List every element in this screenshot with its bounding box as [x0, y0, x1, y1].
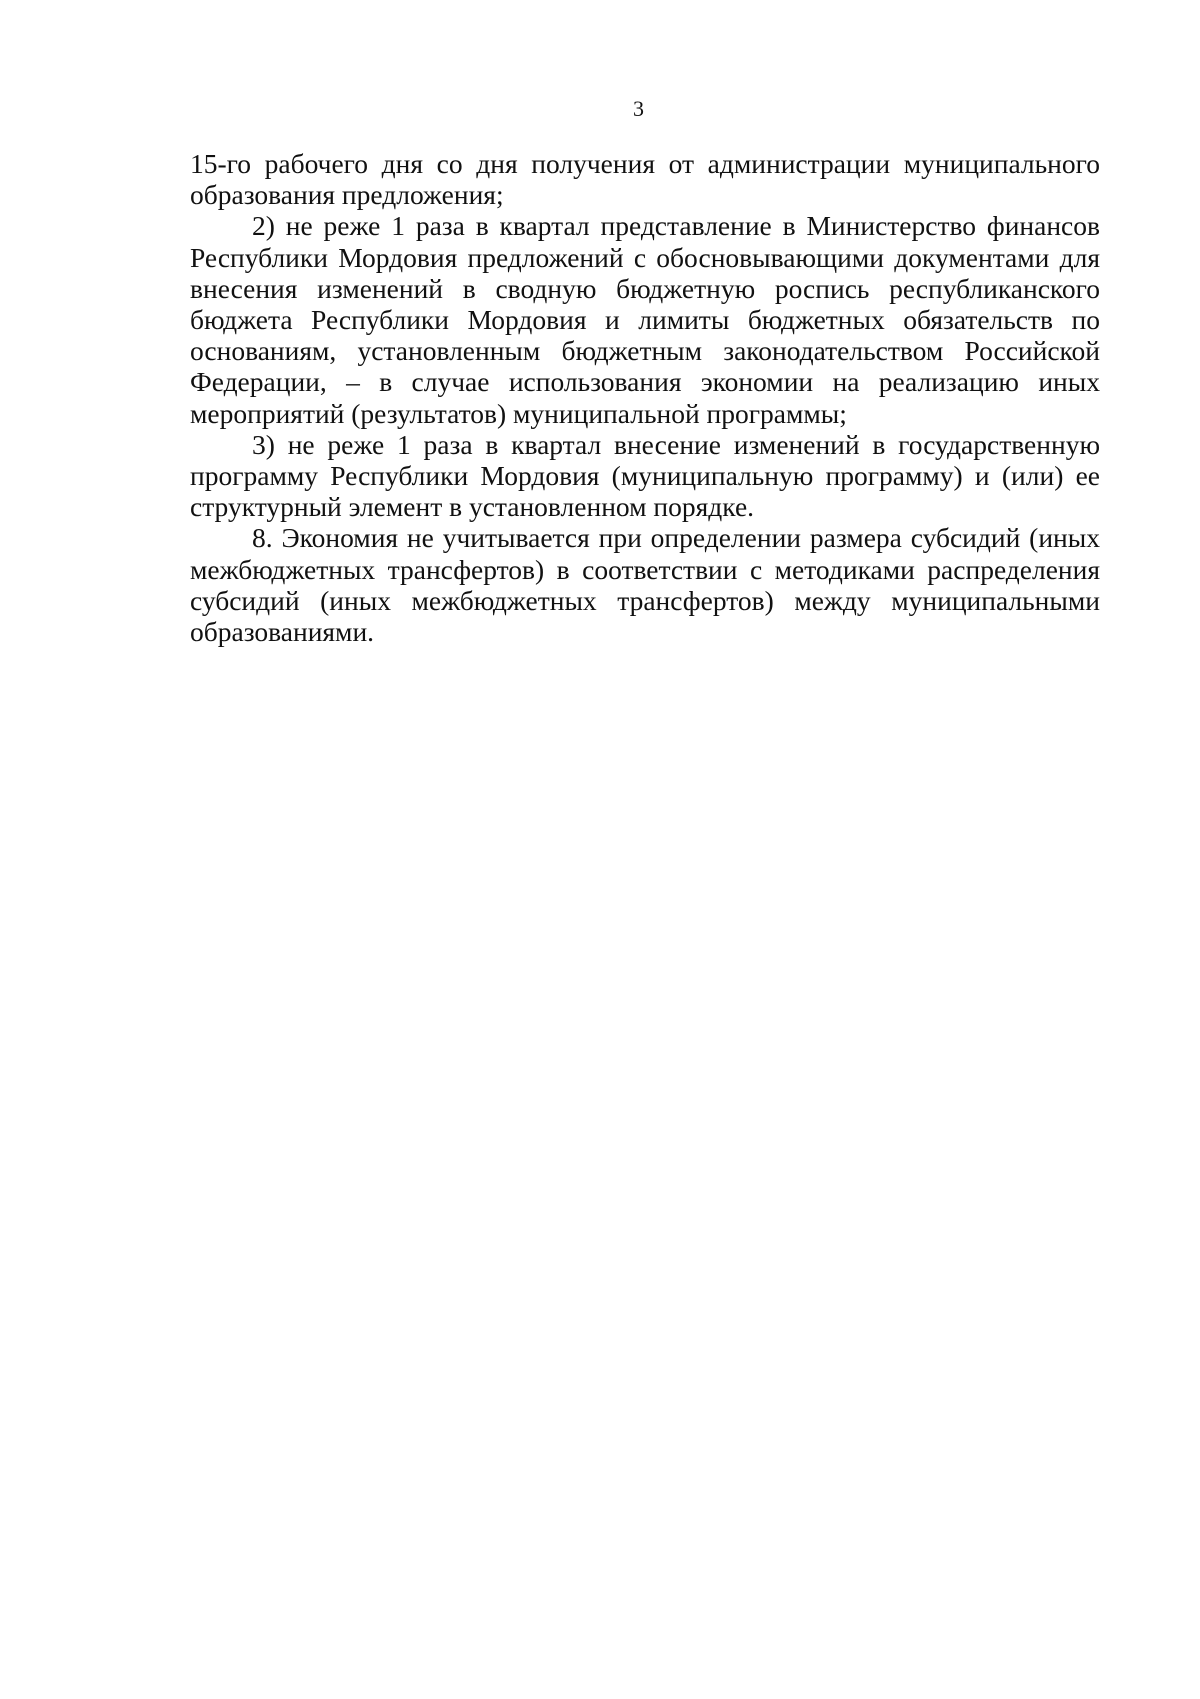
paragraph-item-2: 2) не реже 1 раза в квартал представление в Министерство финансов Республики Мордовия предложений с обосновывающими документами для внесения изменений в сводную бюджетную роспись республиканского бюджета Республики Мордовия и лимиты бюджетных обязательств по основаниям, установленным бюджетным законодательством Российской Федерации, – в случае использования экономии на реализацию иных мероприятий (результатов) муниципальной программы;: [190, 210, 1100, 429]
paragraph-item-3: 3) не реже 1 раза в квартал внесение изменений в государственную программу Республики Мордовия (муниципальную программу) и (или) ее структурный элемент в установленном порядке.: [190, 428, 1100, 523]
page-number: 3: [633, 96, 644, 121]
document-body: [190, 148, 1100, 647]
paragraph-clause-8: 8. Экономия не учитывается при определении размера субсидий (иных межбюджетных трансфертов) в соответствии с методиками распределения субсидий (иных межбюджетных трансфертов) между муниципальными образованиями.: [190, 522, 1100, 648]
paragraph-continuation: 15-го рабочего дня со дня получения от администрации муниципального образования предложения;: [190, 148, 1100, 211]
